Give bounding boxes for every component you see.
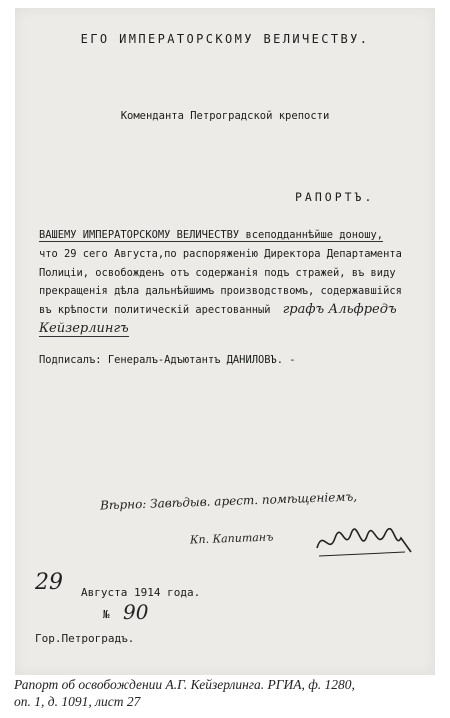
signature-line: Подписалъ: Генералъ-Адъютантъ ДАНИЛОВЪ. - bbox=[39, 354, 296, 366]
figure-caption bbox=[14, 676, 444, 710]
sender-line: Коменданта Петроградской крепости bbox=[120, 110, 330, 122]
handwritten-name-part-1: графъ Альфредъ bbox=[282, 302, 397, 318]
report-body bbox=[39, 226, 402, 339]
caption-line-2: оп. 1, д. 1091, лист 27 bbox=[14, 694, 141, 709]
place-text: Гор.Петроградъ. bbox=[35, 632, 135, 645]
date-day-handwritten: 29 bbox=[35, 570, 63, 595]
handwritten-signature bbox=[315, 522, 415, 562]
certification-rank: Кп. Капитанъ bbox=[189, 530, 274, 547]
document-title: РАПОРТЪ. bbox=[295, 190, 375, 204]
certification-handwriting: Вѣрно: Завѣдыв. арест. помѣщеніемъ, bbox=[99, 489, 358, 513]
body-line-2: что 29 сего Августа,по распоряженію Директора Департамента bbox=[39, 247, 402, 260]
caption-line-1: Рапорт об освобождении А.Г. Кейзерлинга. РГИА, ф. 1280, bbox=[14, 677, 355, 692]
body-line-5: въ крѣпости политическій арестованный графъ Альфредъ bbox=[39, 302, 397, 318]
body-line-3: Полиціи, освобожденъ отъ содержанія подъ стражей, въ виду bbox=[39, 266, 396, 279]
handwritten-name-part-2: Кейзерлингъ bbox=[39, 320, 129, 336]
body-line-1: ВАШЕМУ ИМПЕРАТОРСКОМУ ВЕЛИЧЕСТВУ всеподданнѣйше доношу, bbox=[39, 229, 384, 241]
number-label: № bbox=[103, 608, 110, 621]
date-text: Августа 1914 года. bbox=[81, 586, 201, 599]
document-sheet bbox=[15, 8, 435, 675]
body-line-6 bbox=[39, 320, 402, 339]
body-line-4: прекращенія дѣла дальнѣйшимъ производствомъ, содержавшійся bbox=[39, 285, 402, 298]
document-header: ЕГО ИМПЕРАТОРСКОМУ ВЕЛИЧЕСТВУ. bbox=[80, 32, 370, 46]
number-value-handwritten: 90 bbox=[123, 600, 149, 624]
